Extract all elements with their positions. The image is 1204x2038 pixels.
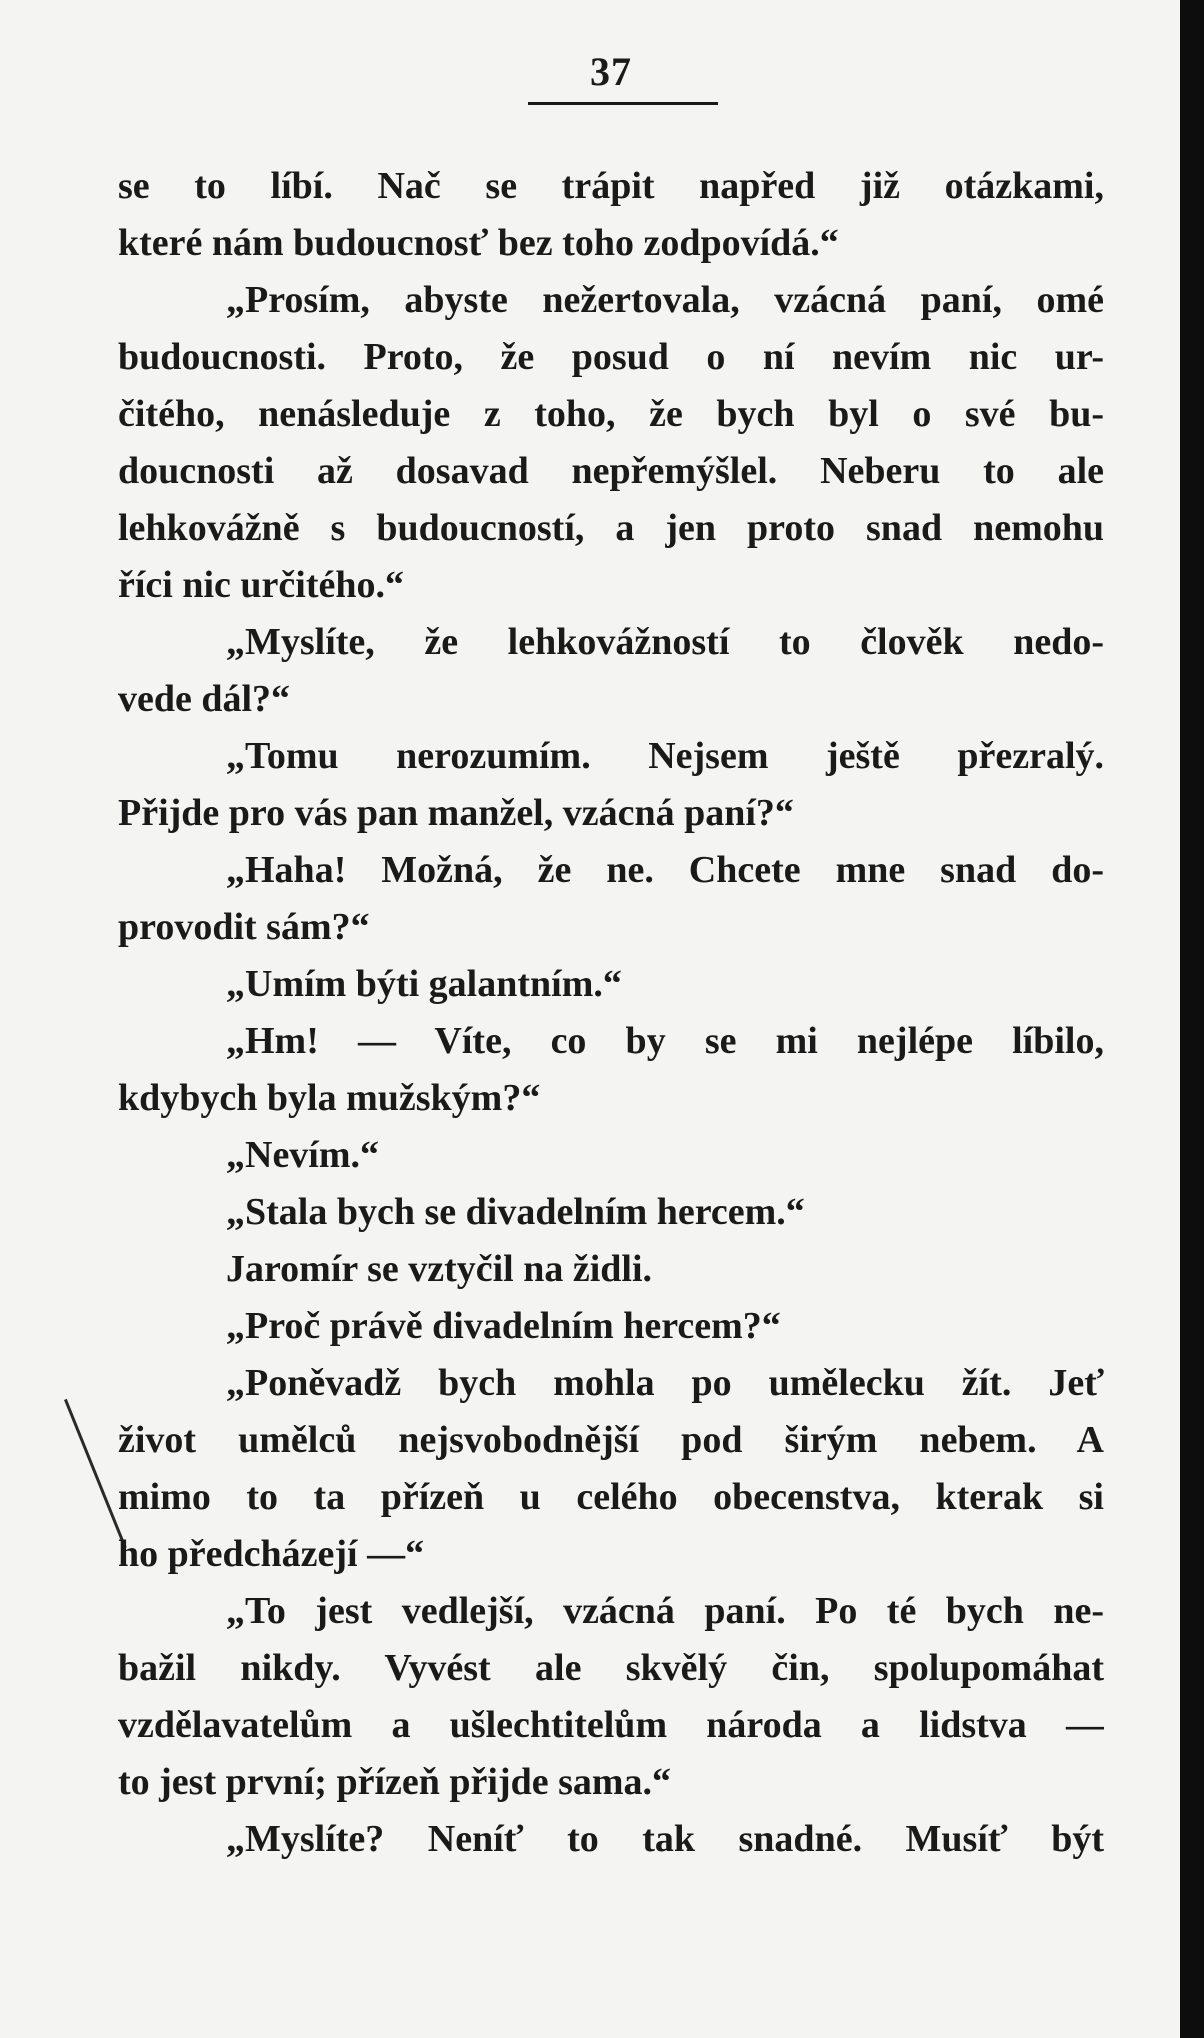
text-line: Přijde pro vás pan manžel, vzácná paní?“: [118, 792, 794, 834]
text-line: „Haha! Možná, že ne. Chcete mne snad do-: [226, 849, 1104, 891]
text-line: doucnosti až dosavad nepřemýšlel. Neberu to ale: [118, 450, 1104, 492]
header-rule: [528, 102, 718, 105]
text-line: „Umím býti galantním.“: [226, 963, 622, 1005]
text-line: se to líbí. Nač se trápit napřed již otázkami,: [118, 165, 1104, 207]
text-line: „Poněvadž bych mohla po umělecku žít. Jeť: [226, 1362, 1104, 1404]
page-number: 37: [590, 49, 632, 94]
text-line: říci nic určitého.“: [118, 564, 404, 606]
text-line: „To jest vedlejší, vzácná paní. Po té bych ne-: [226, 1590, 1104, 1632]
text-line: to jest první; přízeň přijde sama.“: [118, 1761, 672, 1803]
text-line: provodit sám?“: [118, 906, 370, 948]
text-line: „Nevím.“: [226, 1134, 380, 1176]
text-line: kdybych byla mužským?“: [118, 1077, 541, 1119]
text-line: čitého, nenásleduje z toho, že bych byl o své bu-: [118, 393, 1104, 435]
text-line: budoucnosti. Proto, že posud o ní nevím nic ur-: [118, 336, 1104, 378]
text-line: ho předcházejí —“: [118, 1533, 425, 1575]
text-line: vzdělavatelům a ušlechtitelům národa a lidstva —: [118, 1704, 1104, 1746]
text-line: „Tomu nerozumím. Nejsem ještě přezralý.: [226, 735, 1104, 777]
text-line: „Hm! — Víte, co by se mi nejlépe líbilo,: [226, 1020, 1104, 1062]
text-line: „Proč právě divadelním hercem?“: [226, 1305, 781, 1347]
text-line: „Prosím, abyste nežertovala, vzácná paní, omé: [226, 279, 1104, 321]
text-line: bažil nikdy. Vyvést ale skvělý čin, spolupomáhat: [118, 1647, 1104, 1689]
text-line: „Myslíte, že lehkovážností to člověk nedo-: [226, 621, 1104, 663]
text-line: které nám budoucnosť bez toho zodpovídá.“: [118, 222, 839, 264]
text-line: mimo to ta přízeň u celého obecenstva, kterak si: [118, 1476, 1104, 1518]
text-line: Jaromír se vztyčil na židli.: [226, 1248, 653, 1290]
page-edge-shadow: [1180, 0, 1204, 2038]
text-line: „Myslíte? Neníť to tak snadné. Musíť být: [226, 1818, 1104, 1860]
body-text: [118, 158, 1104, 1868]
text-line: vede dál?“: [118, 678, 291, 720]
text-line: „Stala bych se divadelním hercem.“: [226, 1191, 805, 1233]
text-line: život umělců nejsvobodnější pod širým nebem. A: [118, 1419, 1104, 1461]
text-line: lehkovážně s budoucností, a jen proto snad nemohu: [118, 507, 1104, 549]
